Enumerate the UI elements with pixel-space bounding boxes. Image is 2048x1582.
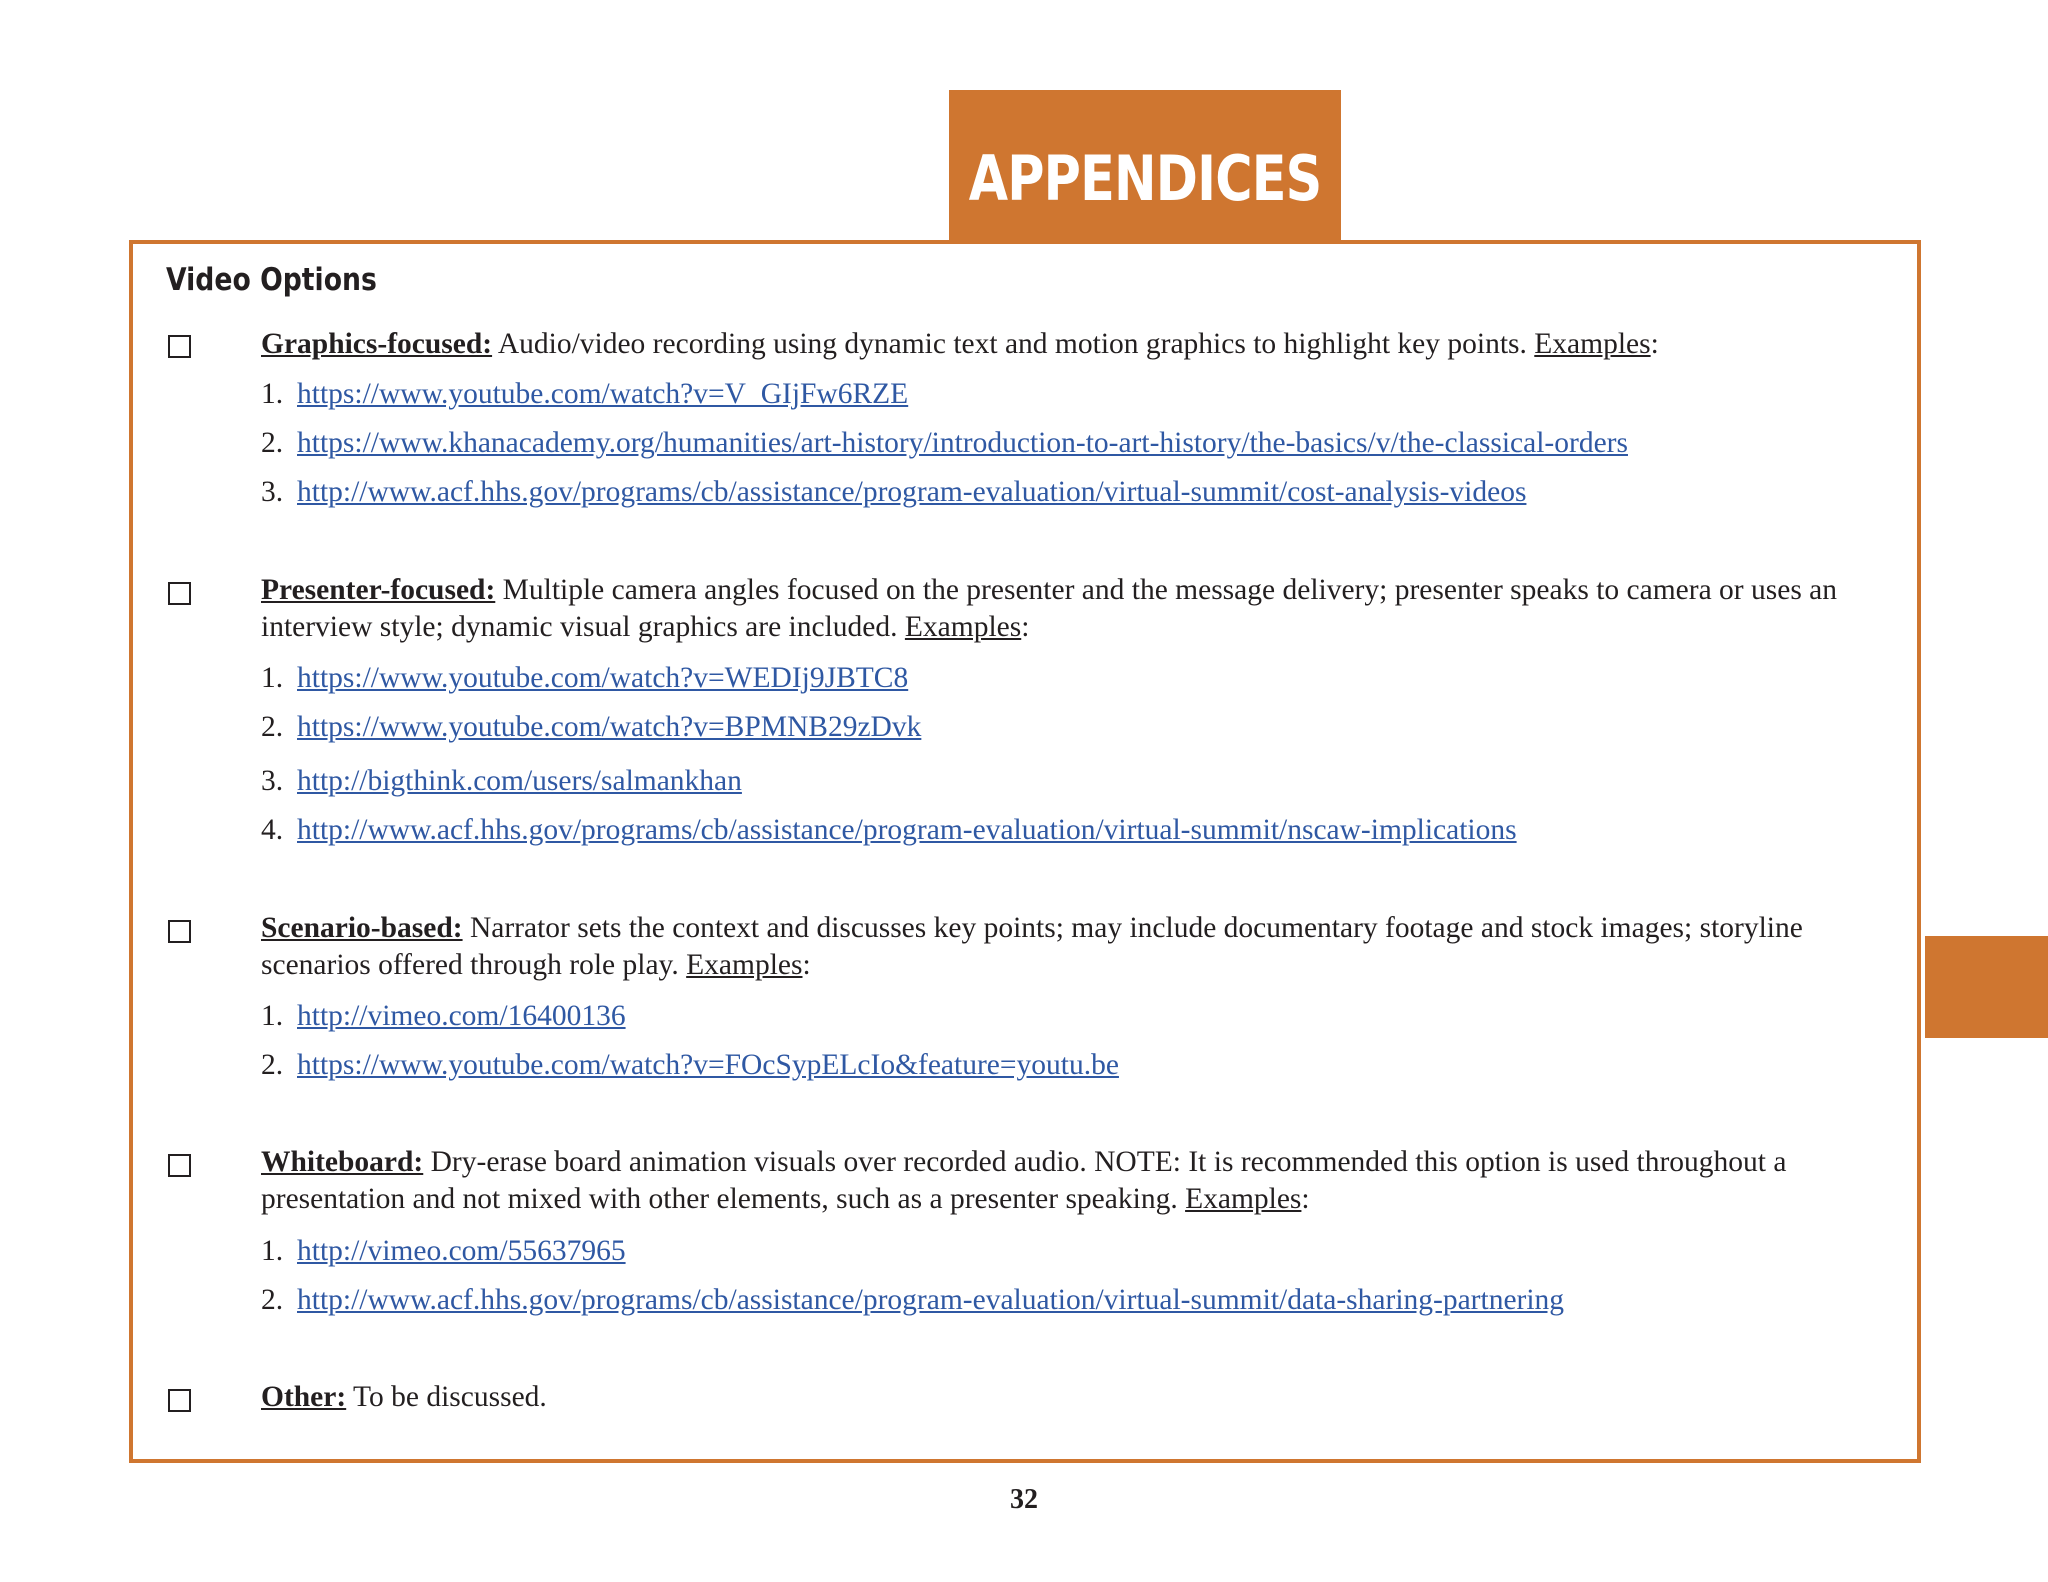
item-number: 3. (261, 765, 284, 797)
list-item (261, 998, 1119, 1047)
option-text: Dry-erase board animation visuals over recorded audio. NOTE: It is recommended this option is used throughout a presentation and not mixed with other elements, such as a presenter speaking. (261, 1146, 1787, 1215)
side-tab-marker (1925, 936, 2048, 1038)
list-item (261, 763, 1517, 812)
example-link[interactable]: https://www.youtube.com/watch?v=WEDIj9JBTC8 (297, 662, 909, 694)
item-number: 1. (261, 378, 284, 410)
examples-label: Examples (1534, 328, 1651, 360)
checkbox[interactable] (168, 335, 191, 358)
example-links (261, 376, 1628, 523)
example-link[interactable]: http://vimeo.com/16400136 (297, 1000, 626, 1032)
checkbox[interactable] (168, 920, 191, 943)
example-link[interactable]: https://www.khanacademy.org/humanities/art-history/introduction-to-art-history/the-basics/v/the-classical-orders (297, 427, 1628, 459)
colon: : (1021, 611, 1030, 643)
item-number: 4. (261, 814, 284, 846)
item-number: 1. (261, 662, 284, 694)
item-number: 1. (261, 1000, 284, 1032)
colon: : (802, 949, 811, 981)
option-label: Whiteboard: (261, 1146, 424, 1178)
item-number: 1. (261, 1235, 284, 1267)
option-text: To be discussed. (346, 1381, 547, 1413)
item-number: 2. (261, 1284, 284, 1316)
example-link[interactable]: http://www.acf.hhs.gov/programs/cb/assistance/program-evaluation/virtual-summit/nscaw-implications (297, 814, 1517, 846)
examples-label: Examples (904, 611, 1022, 643)
checkbox[interactable] (168, 582, 191, 605)
example-link[interactable]: http://vimeo.com/55637965 (297, 1235, 626, 1267)
example-links (261, 1233, 1564, 1331)
example-link[interactable]: https://www.youtube.com/watch?v=V_GIjFw6RZE (297, 378, 909, 410)
list-item (261, 709, 1517, 763)
option-label: Graphics-focused: (261, 328, 493, 360)
example-link[interactable]: http://bigthink.com/users/salmankhan (297, 765, 742, 797)
list-item (261, 425, 1628, 474)
page-number: 32 (1010, 1484, 1038, 1515)
example-link[interactable]: http://www.acf.hhs.gov/programs/cb/assistance/program-evaluation/virtual-summit/cost-analysis-videos (297, 476, 1527, 508)
list-item (261, 812, 1517, 861)
item-number: 3. (261, 476, 284, 508)
option-description (261, 1379, 1881, 1416)
list-item (261, 1047, 1119, 1096)
list-item (261, 1282, 1564, 1331)
option-text: Multiple camera angles focused on the presenter and the message delivery; presenter speaks to camera or uses an interview style; dynamic visual graphics are included. (261, 574, 1838, 643)
option-label: Scenario-based: (261, 912, 463, 944)
colon: : (1301, 1183, 1310, 1215)
option-text: Narrator sets the context and discusses key points; may include documentary footage and stock images; storyline scenarios offered through role play. (261, 912, 1803, 981)
example-links (261, 998, 1119, 1096)
option-description (261, 326, 1881, 363)
option-text: Audio/video recording using dynamic text and motion graphics to highlight key points. (492, 328, 1535, 360)
list-item (261, 474, 1628, 523)
list-item (261, 376, 1628, 425)
example-link[interactable]: https://www.youtube.com/watch?v=BPMNB29zDvk (297, 711, 922, 743)
list-item (261, 660, 1517, 709)
box-title: Video Options (166, 262, 377, 298)
item-number: 2. (261, 1049, 284, 1081)
examples-label: Examples (1185, 1183, 1302, 1215)
option-description (261, 910, 1881, 984)
section-title: APPENDICES (968, 142, 1322, 215)
example-link[interactable]: http://www.acf.hhs.gov/programs/cb/assistance/program-evaluation/virtual-summit/data-sharing-partnering (297, 1284, 1565, 1316)
section-header-tab (949, 90, 1341, 242)
colon: : (1650, 328, 1659, 360)
option-description (261, 572, 1881, 646)
checkbox[interactable] (168, 1389, 191, 1412)
option-label: Other: (261, 1381, 347, 1413)
option-label: Presenter-focused: (261, 574, 496, 606)
examples-label: Examples (686, 949, 803, 981)
checkbox[interactable] (168, 1154, 191, 1177)
example-link[interactable]: https://www.youtube.com/watch?v=FOcSypELcIo&feature=youtu.be (297, 1049, 1119, 1081)
list-item (261, 1233, 1564, 1282)
item-number: 2. (261, 711, 284, 743)
option-description (261, 1144, 1881, 1218)
item-number: 2. (261, 427, 284, 459)
example-links (261, 660, 1517, 861)
